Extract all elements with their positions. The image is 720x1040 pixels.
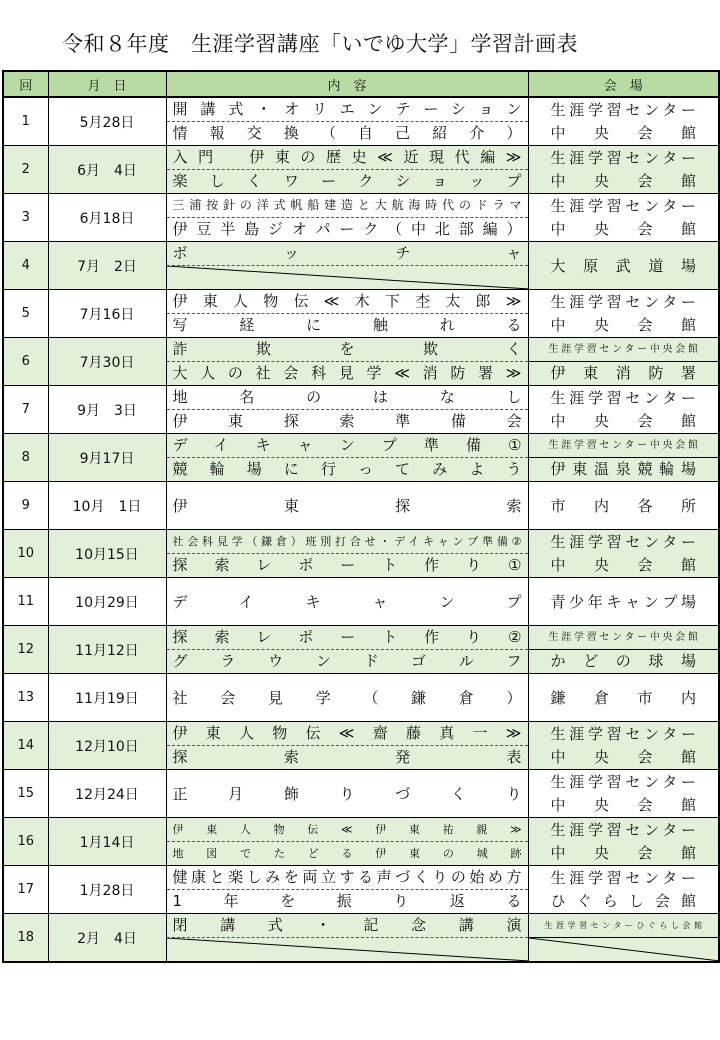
row-content bbox=[166, 386, 528, 434]
row-date: 11月19日 bbox=[48, 674, 166, 722]
content-line-1: デイキャンプ準備① bbox=[167, 434, 528, 458]
row-content bbox=[166, 290, 528, 338]
row-venue bbox=[528, 866, 719, 914]
row-venue bbox=[528, 530, 719, 578]
row-date: 2月 4日 bbox=[48, 914, 166, 963]
content-line-1: 詐欺を欺く bbox=[167, 338, 528, 362]
venue-line-1: 鎌倉市内 bbox=[550, 688, 696, 707]
venue-line-2-empty bbox=[529, 938, 719, 961]
venue-line-2: 伊東消防署 bbox=[550, 364, 696, 382]
venue-line-1: 生涯学習センター bbox=[550, 292, 696, 311]
page-title: 令和８年度 生涯学習講座「いでゆ大学」学習計画表 bbox=[62, 32, 578, 56]
row-content bbox=[166, 626, 528, 674]
row-content bbox=[166, 194, 528, 242]
content-line-1: 社会見学（鎌倉） bbox=[172, 688, 522, 707]
schedule-table bbox=[2, 70, 720, 963]
row-content bbox=[166, 242, 528, 290]
row-content bbox=[166, 338, 528, 386]
row-number: 5 bbox=[3, 290, 48, 338]
row-content bbox=[166, 578, 528, 626]
row-venue bbox=[528, 674, 719, 722]
content-line-1: 伊東人物伝≪伊東祐親≫ bbox=[167, 818, 528, 842]
table-row bbox=[3, 530, 719, 578]
venue-line-1: 生涯学習センター中央会館 bbox=[529, 338, 719, 362]
venue-line-2: かどの球場 bbox=[550, 652, 696, 670]
content-line-2: 競輪場に行ってみよう bbox=[172, 460, 522, 478]
row-date: 5月28日 bbox=[48, 97, 166, 146]
table-row bbox=[3, 866, 719, 914]
table-row bbox=[3, 290, 719, 338]
row-date: 7月16日 bbox=[48, 290, 166, 338]
venue-line-2: 中央会館 bbox=[550, 411, 696, 430]
venue-line-1: 生涯学習センター中央会館 bbox=[529, 434, 719, 458]
content-line-1: 閉講式・記念講演 bbox=[167, 914, 528, 938]
row-venue bbox=[528, 242, 719, 290]
venue-line-2: 中央会館 bbox=[550, 747, 696, 766]
table-row bbox=[3, 578, 719, 626]
content-line-2: 探索発表 bbox=[172, 748, 522, 766]
content-line-2: 探索レポート作り① bbox=[172, 556, 522, 574]
row-date: 7月30日 bbox=[48, 338, 166, 386]
row-number: 8 bbox=[3, 434, 48, 482]
row-number: 4 bbox=[3, 242, 48, 290]
venue-line-2: 伊東温泉競輪場 bbox=[550, 460, 696, 478]
venue-line-2: 中央会館 bbox=[550, 843, 696, 862]
row-number: 7 bbox=[3, 386, 48, 434]
row-date: 9月 3日 bbox=[48, 386, 166, 434]
table-row bbox=[3, 674, 719, 722]
row-date: 1月14日 bbox=[48, 818, 166, 866]
row-number: 6 bbox=[3, 338, 48, 386]
table-row bbox=[3, 722, 719, 770]
table-row bbox=[3, 482, 719, 530]
content-line-2: グラウンドゴルフ bbox=[172, 652, 522, 670]
content-line-2: 地図でたどる伊東の城跡 bbox=[172, 847, 522, 860]
content-line-1: 正月飾りづくり bbox=[172, 784, 522, 803]
row-number: 10 bbox=[3, 530, 48, 578]
table-row bbox=[3, 194, 719, 242]
venue-line-1: 青少年キャンプ場 bbox=[550, 592, 696, 611]
content-line-1: 伊東探索 bbox=[172, 496, 522, 515]
diagonal-slash bbox=[167, 938, 528, 961]
row-venue bbox=[528, 578, 719, 626]
row-content bbox=[166, 914, 528, 963]
diagonal-slash bbox=[529, 938, 719, 961]
row-content bbox=[166, 674, 528, 722]
table-row bbox=[3, 770, 719, 818]
row-venue bbox=[528, 722, 719, 770]
content-line-2-empty bbox=[167, 266, 528, 289]
row-venue bbox=[528, 818, 719, 866]
row-number: 9 bbox=[3, 482, 48, 530]
content-line-1: 健康と楽しみを両立する声づくりの始め方 bbox=[167, 866, 528, 890]
venue-line-1: 生涯学習センター bbox=[550, 820, 696, 839]
row-number: 15 bbox=[3, 770, 48, 818]
venue-line-2: 中央会館 bbox=[550, 795, 696, 814]
row-content bbox=[166, 97, 528, 146]
row-content bbox=[166, 146, 528, 194]
row-date: 6月 4日 bbox=[48, 146, 166, 194]
table-row bbox=[3, 97, 719, 146]
table-header-row bbox=[3, 71, 719, 97]
row-number: 16 bbox=[3, 818, 48, 866]
venue-line-2: 中央会館 bbox=[550, 219, 696, 238]
row-number: 12 bbox=[3, 626, 48, 674]
table-row bbox=[3, 386, 719, 434]
venue-line-2: 中央会館 bbox=[550, 315, 696, 334]
content-line-1: 伊東人物伝≪木下杢太郎≫ bbox=[167, 290, 528, 314]
row-number: 13 bbox=[3, 674, 48, 722]
content-line-2-empty bbox=[167, 938, 528, 961]
venue-line-1: 市内各所 bbox=[550, 496, 696, 515]
row-date: 11月12日 bbox=[48, 626, 166, 674]
table-row bbox=[3, 338, 719, 386]
header-no: 回 bbox=[3, 71, 48, 97]
row-date: 1月28日 bbox=[48, 866, 166, 914]
row-venue bbox=[528, 482, 719, 530]
row-content bbox=[166, 722, 528, 770]
venue-line-1: 生涯学習センター bbox=[550, 772, 696, 791]
content-line-2: 情報交換（自己紹介） bbox=[172, 124, 522, 142]
content-line-1: 社会科見学（鎌倉）班別打合せ・デイキャンプ準備② bbox=[167, 530, 528, 554]
header-venue: 会 場 bbox=[528, 71, 719, 97]
row-date: 10月15日 bbox=[48, 530, 166, 578]
row-venue bbox=[528, 290, 719, 338]
row-number: 14 bbox=[3, 722, 48, 770]
row-venue bbox=[528, 914, 719, 963]
table-row bbox=[3, 626, 719, 674]
table-row bbox=[3, 914, 719, 963]
row-date: 12月24日 bbox=[48, 770, 166, 818]
content-line-1: 地名のはなし bbox=[167, 386, 528, 410]
row-content bbox=[166, 530, 528, 578]
header-date: 月 日 bbox=[48, 71, 166, 97]
venue-line-1: 生涯学習センター bbox=[550, 100, 696, 119]
venue-line-2: 中央会館 bbox=[550, 171, 696, 190]
row-number: 17 bbox=[3, 866, 48, 914]
content-line-1: ボッチャ bbox=[167, 242, 528, 266]
row-venue bbox=[528, 146, 719, 194]
row-venue bbox=[528, 626, 719, 674]
table-row bbox=[3, 242, 719, 290]
row-number: 1 bbox=[3, 97, 48, 146]
venue-line-1: 大原武道場 bbox=[550, 256, 696, 275]
row-number: 2 bbox=[3, 146, 48, 194]
table-row bbox=[3, 434, 719, 482]
row-venue bbox=[528, 338, 719, 386]
row-date: 12月10日 bbox=[48, 722, 166, 770]
venue-line-1: 生涯学習センター bbox=[550, 724, 696, 743]
content-line-2: 1年を振り返る bbox=[172, 892, 522, 910]
venue-line-1: 生涯学習センター bbox=[550, 868, 696, 887]
content-line-1: 伊東人物伝≪齋藤真一≫ bbox=[167, 722, 528, 746]
row-date: 7月 2日 bbox=[48, 242, 166, 290]
venue-line-1: 生涯学習センター中央会館 bbox=[529, 626, 719, 650]
content-line-1: 入門 伊東の歴史≪近現代編≫ bbox=[167, 146, 528, 170]
row-content bbox=[166, 434, 528, 482]
content-line-2: 大人の社会科見学≪消防署≫ bbox=[172, 364, 522, 382]
venue-line-1: 生涯学習センター bbox=[550, 196, 696, 215]
venue-line-2: ひぐらし会館 bbox=[550, 891, 696, 910]
venue-line-1: 生涯学習センター bbox=[550, 148, 696, 167]
row-content bbox=[166, 770, 528, 818]
content-line-1: 三浦按針の洋式帆船建造と大航海時代のドラマ bbox=[167, 194, 528, 218]
row-content bbox=[166, 818, 528, 866]
venue-line-2: 中央会館 bbox=[550, 123, 696, 142]
row-number: 18 bbox=[3, 914, 48, 963]
row-venue bbox=[528, 194, 719, 242]
venue-line-1: 生涯学習センター bbox=[550, 532, 696, 551]
content-line-2: 伊東探索準備会 bbox=[172, 412, 522, 430]
row-date: 6月18日 bbox=[48, 194, 166, 242]
row-content bbox=[166, 866, 528, 914]
row-venue bbox=[528, 97, 719, 146]
table-row bbox=[3, 818, 719, 866]
venue-line-2: 中央会館 bbox=[550, 555, 696, 574]
row-venue bbox=[528, 434, 719, 482]
row-date: 10月 1日 bbox=[48, 482, 166, 530]
row-venue bbox=[528, 386, 719, 434]
row-number: 3 bbox=[3, 194, 48, 242]
row-date: 9月17日 bbox=[48, 434, 166, 482]
content-line-2: 伊豆半島ジオパーク（中北部編） bbox=[172, 220, 522, 238]
venue-line-1: 生涯学習センターひぐらし会館 bbox=[529, 914, 719, 938]
row-content bbox=[166, 482, 528, 530]
header-content: 内 容 bbox=[166, 71, 528, 97]
content-line-1: 探索レポート作り② bbox=[167, 626, 528, 650]
content-line-2: 写経に触れる bbox=[172, 316, 522, 334]
venue-line-1: 生涯学習センター bbox=[550, 388, 696, 407]
diagonal-slash bbox=[167, 266, 528, 289]
content-line-1: 開講式・オリエンテーション bbox=[167, 98, 528, 122]
row-number: 11 bbox=[3, 578, 48, 626]
content-line-2: 楽しくワークショップ bbox=[172, 172, 522, 190]
row-date: 10月29日 bbox=[48, 578, 166, 626]
row-venue bbox=[528, 770, 719, 818]
content-line-1: デイキャンプ bbox=[172, 592, 522, 611]
table-row bbox=[3, 146, 719, 194]
